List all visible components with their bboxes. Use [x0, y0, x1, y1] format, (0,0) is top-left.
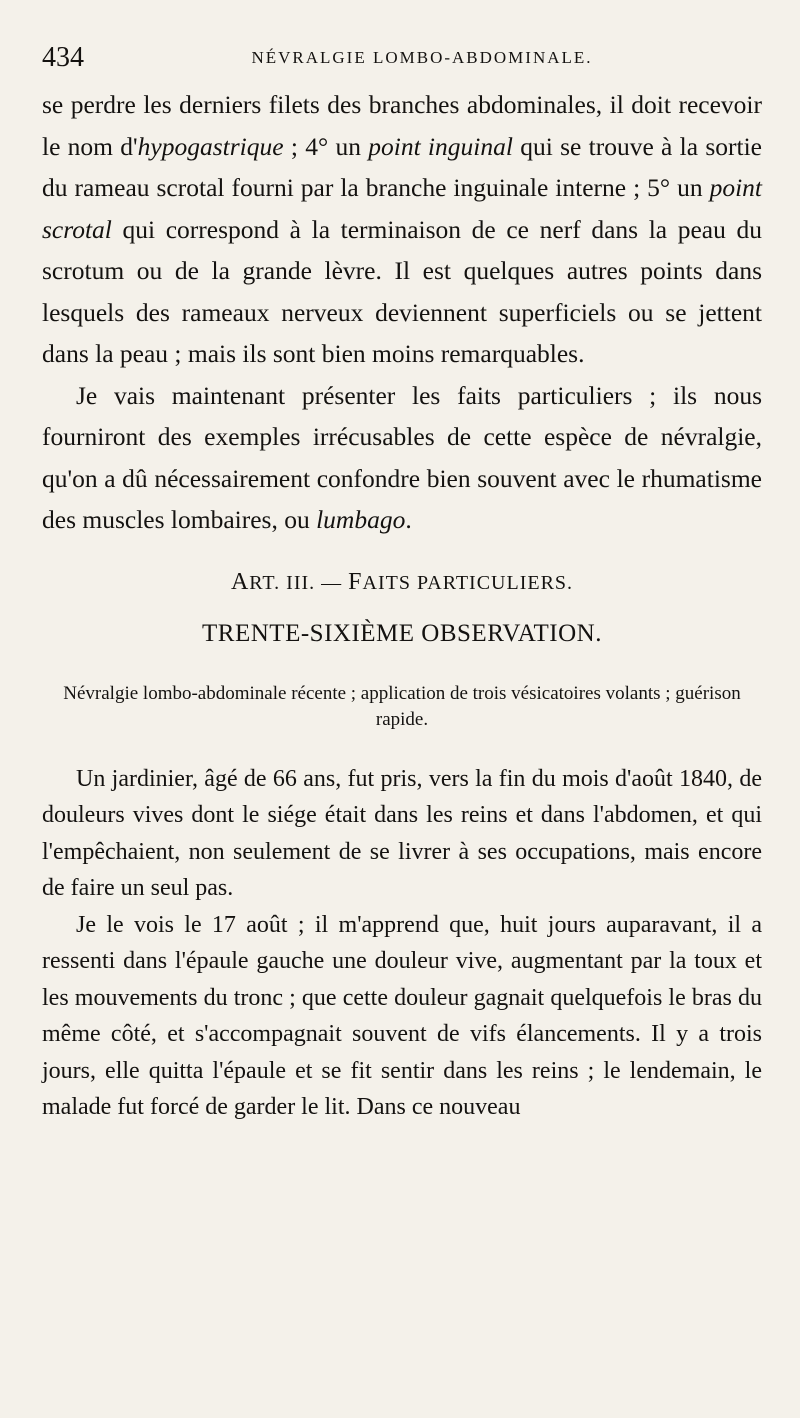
italic-term: point scrotal	[42, 173, 762, 244]
article-heading	[42, 563, 762, 601]
page-number: 434	[42, 42, 84, 73]
paragraph-continued	[42, 84, 762, 375]
text-run: .	[405, 505, 412, 534]
small-caps-text: AITS PARTICULIERS.	[362, 571, 574, 594]
observation-title: TRENTE-SIXIÈME OBSERVATION.	[202, 619, 602, 647]
page-header	[42, 38, 762, 84]
italic-term: lumbago	[316, 505, 406, 534]
text-run: qui se trouve à la sortie du rameau scrotal fourni par la branche inguinale interne ; 5° un	[42, 131, 762, 202]
text-run: qui correspond à la terminaison de ce nerf dans la peau du scrotum ou de la grande lèvre. Il est quelques autres points dans lesquels des rameaux nerveux deviennent superficiels ou se jettent dans la peau ; mais ils sont bien moins remarquables.	[42, 214, 762, 368]
text-run: Je vais maintenant présenter les faits particuliers ; ils nous fourniront des exemples irrécusables de cette espèce de névralgie, qu'on a dû nécessairement confondre bien souvent avec le rhumatisme des muscles lombaires, ou	[42, 380, 762, 534]
text-run: se perdre les derniers filets des branches abdominales, il doit recevoir le nom d'	[42, 90, 762, 161]
case-paragraph-1: Un jardinier, âgé de 66 ans, fut pris, vers la fin du mois d'août 1840, de douleurs vives dont le siége était dans les reins et dans l'abdomen, et qui l'empêchaient, non seulement de se livrer à ses occupations, mais encore de faire un seul pas.	[42, 765, 762, 901]
small-caps-text: RT. III. —	[249, 571, 349, 594]
paragraph-intro	[42, 375, 762, 541]
italic-term: point inguinal	[368, 131, 513, 161]
running-head: NÉVRALGIE LOMBO-ABDOMINALE.	[251, 48, 593, 67]
small-caps-initial: F	[348, 568, 363, 595]
case-paragraph-2: Je le vois le 17 août ; il m'apprend que, huit jours auparavant, il a ressenti dans l'épaule gauche une douleur vive, augmentant par la toux et les mouvements du tronc ; que cette douleur gagnait quelquefois le bras du même côté, et s'accompagnait souvent de vifs élancements. Il y a trois jours, elle quitta l'épaule et se fit sentir dans les reins ; le lendemain, le malade fut forcé de garder le lit. Dans ce nouveau	[42, 911, 762, 1120]
observation-summary: Névralgie lombo-abdominale récente ; application de trois vésicatoires volants ; guérison rapide.	[63, 682, 741, 730]
text-run: ; 4° un	[283, 131, 369, 161]
italic-term: hypogastrique	[137, 131, 284, 161]
book-page	[42, 38, 762, 1126]
small-caps-initial: A	[230, 568, 250, 595]
